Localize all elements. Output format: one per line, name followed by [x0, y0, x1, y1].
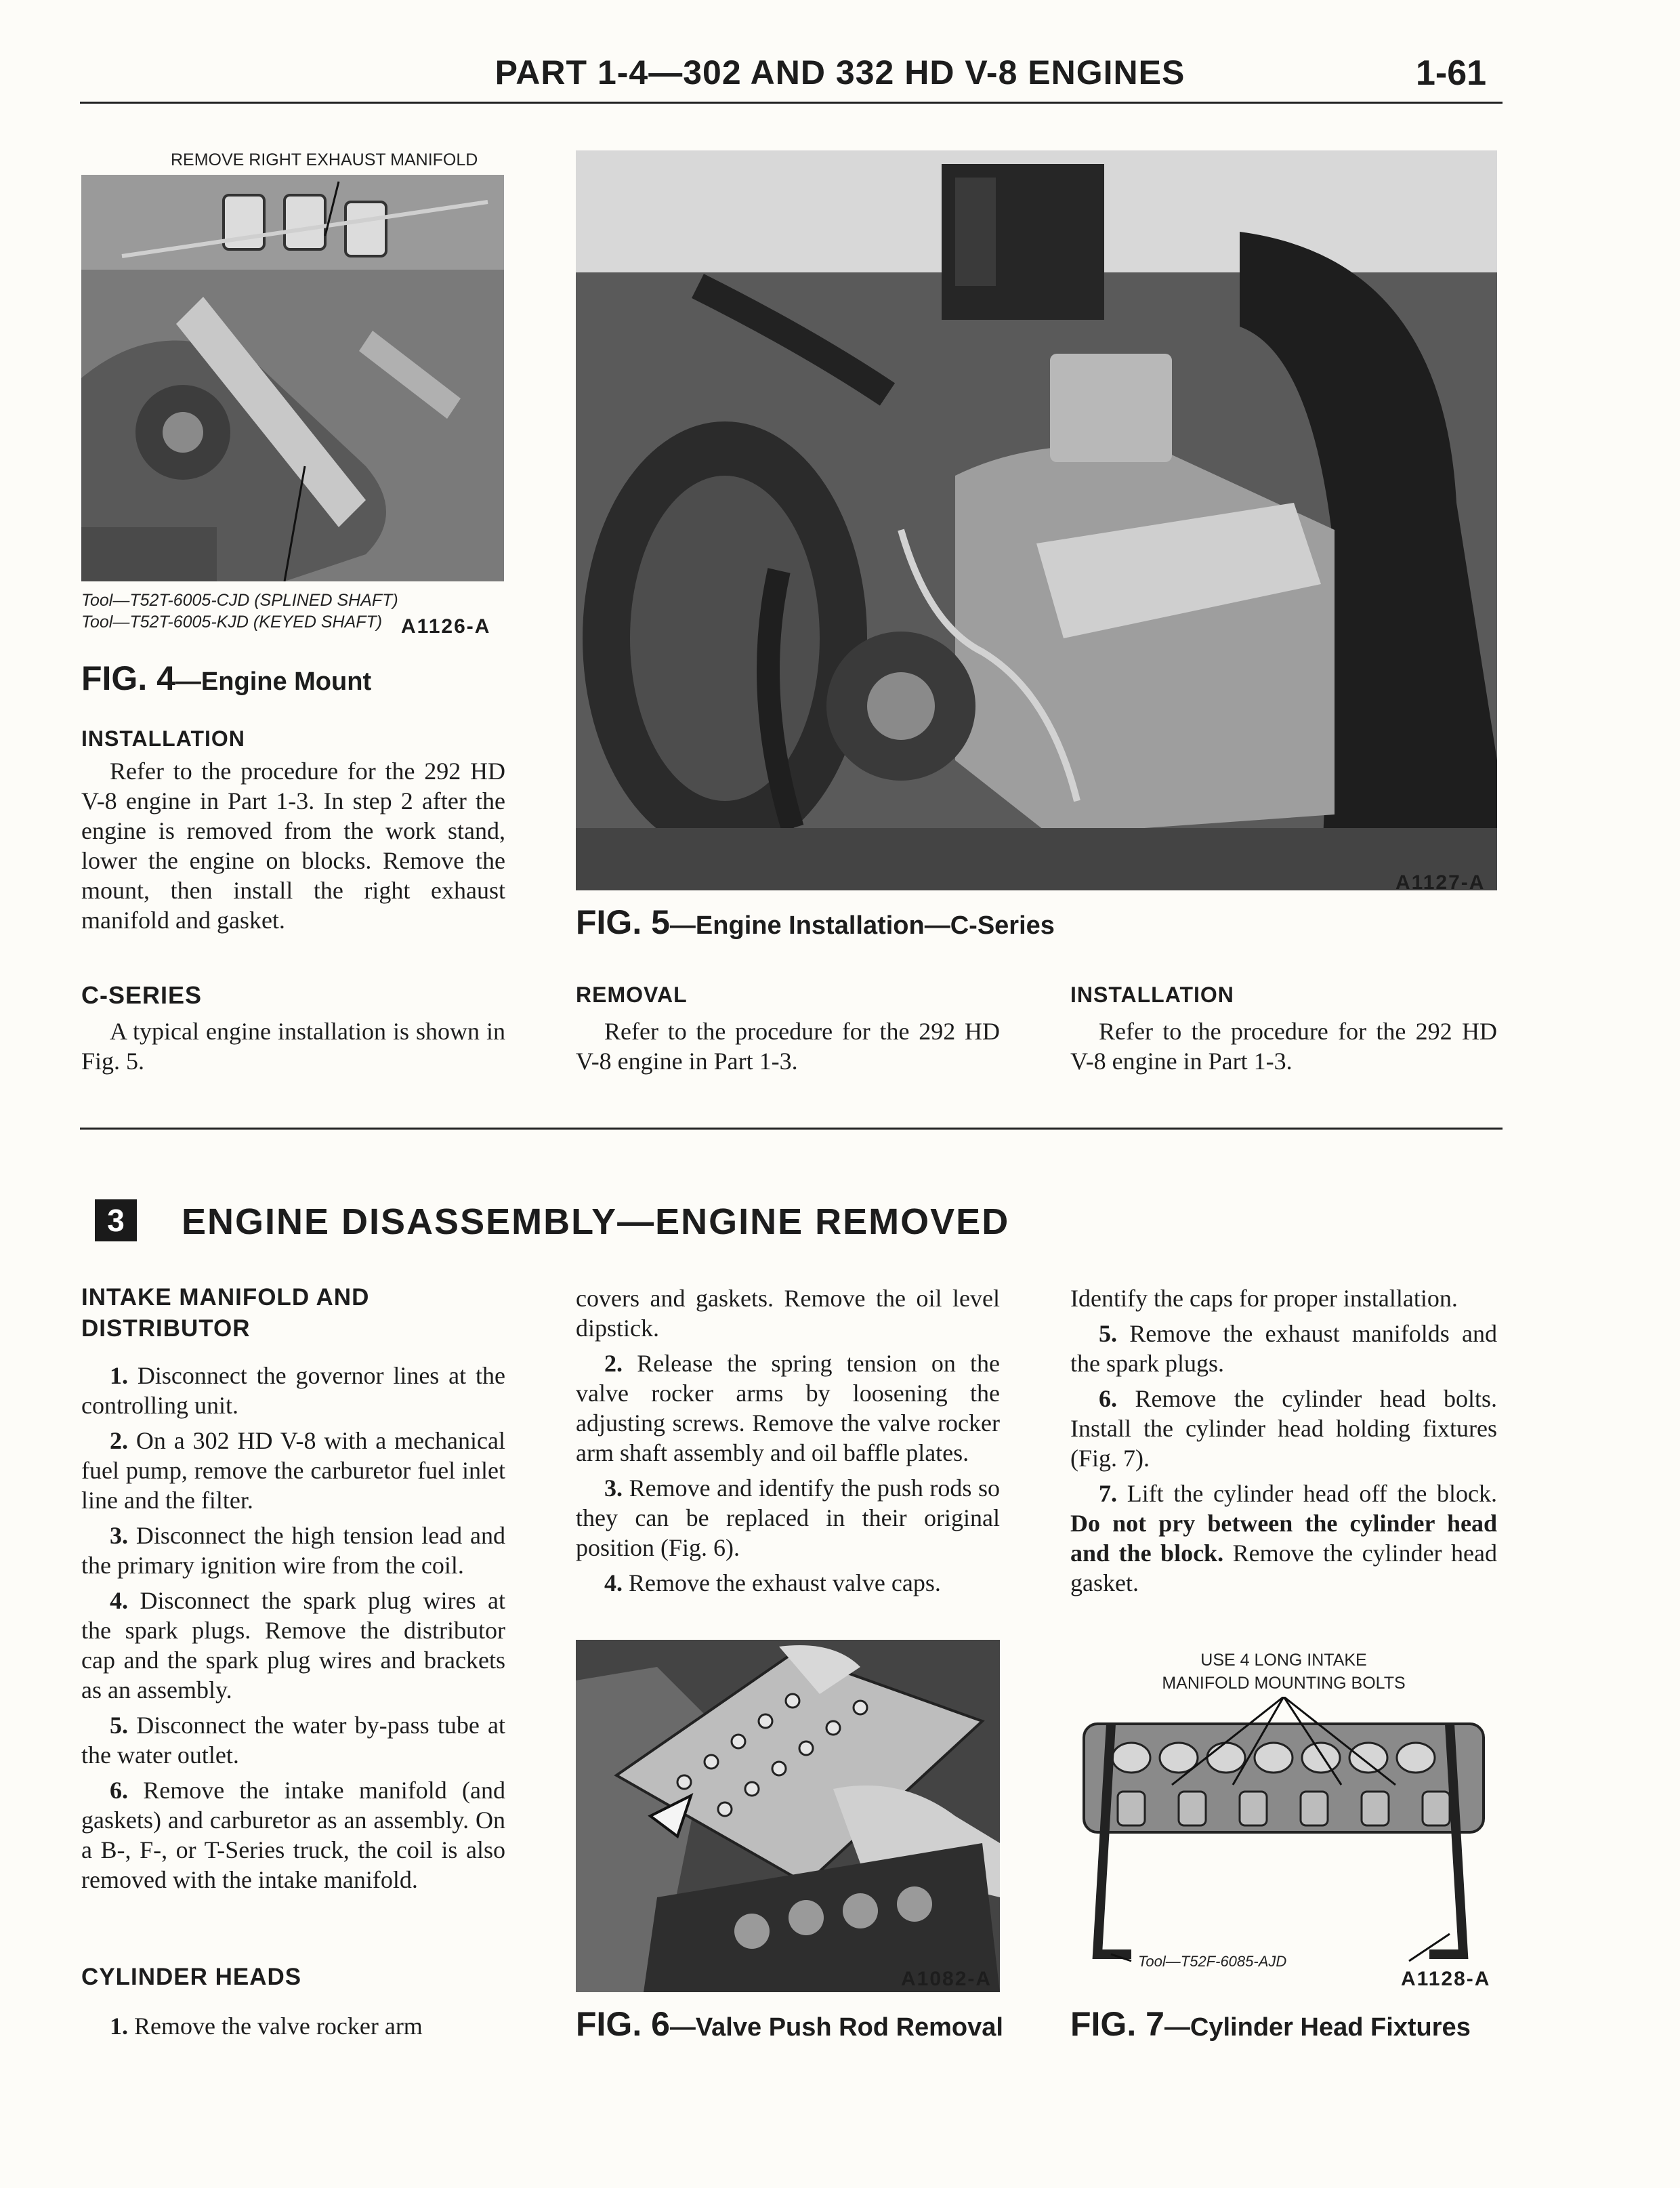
fig5-code: A1127-A — [1395, 871, 1486, 894]
installation-text-right — [1070, 1016, 1497, 1081]
col1-heads-step-1: 1. Remove the valve rocker arm — [110, 2012, 423, 2040]
fig7-label-2: MANIFOLD MOUNTING BOLTS — [1162, 1674, 1406, 1693]
fig4-caption-text: —Engine Mount — [175, 667, 372, 696]
col2-continuation: covers and gaskets. Remove the oil level dipstick. — [576, 1285, 1000, 1342]
col1-step-1: 1. Disconnect the governor lines at the controlling unit. — [81, 1362, 505, 1419]
section-rule — [80, 1128, 1503, 1130]
fig4-label: FIG. 4 — [81, 659, 175, 697]
installation-heading-right: INSTALLATION — [1070, 983, 1234, 1007]
col2-step-2: 2. Release the spring tension on the valve rocker arms by loosening the adjusting screws. Remove the valve rocker arm shaft assembly and oil baffle plates. — [576, 1350, 1001, 1466]
installation-paragraph-left: Refer to the procedure for the 292 HD V-8 engine in Part 1-3. In step 2 after the engine is removed from the work stand, lower the engine on blocks. Remove the mount, then install the right exhaust manifold and gasket. — [81, 758, 505, 934]
section-title: ENGINE DISASSEMBLY—ENGINE REMOVED — [182, 1201, 1010, 1242]
col3-step-7: 7. Lift the cylinder head off the block. Do not pry between the cylinder head and the block. Remove the cylinder head gasket. — [1070, 1480, 1498, 1596]
col1-step-6: 6. Remove the intake manifold (and gaskets) and carburetor as an assembly. On a B-, F-, or T-Series truck, the coil is also removed with the intake manifold. — [81, 1777, 505, 1893]
installation-text-left — [81, 756, 505, 941]
cylinder-head-fixtures-illustration — [1070, 1697, 1497, 1981]
engine-installation-photo — [576, 150, 1497, 890]
page-header-title: PART 1-4—302 AND 332 HD V-8 ENGINES — [495, 54, 1185, 91]
col1-step-3: 3. Disconnect the high tension lead and the primary ignition wire from the coil. — [81, 1522, 506, 1579]
cylinder-heads-text — [81, 2011, 505, 2046]
push-rod-removal-photo — [576, 1640, 1000, 1992]
fig7-label: FIG. 7 — [1070, 2005, 1164, 2043]
fig5-label: FIG. 5 — [576, 903, 670, 941]
c-series-paragraph: A typical engine installation is shown in Fig. 5. — [81, 1018, 505, 1075]
column-1-text — [81, 1361, 505, 1900]
removal-text — [576, 1016, 1000, 1081]
removal-paragraph: Refer to the procedure for the 292 HD V-8 engine in Part 1-3. — [576, 1018, 1000, 1075]
header-rule — [80, 102, 1503, 104]
fig5-caption — [576, 903, 1055, 942]
fig6-caption-text: —Valve Push Rod Removal — [669, 2013, 1003, 2042]
fig4-photo — [81, 175, 504, 581]
col2-step-4: 4. Remove the exhaust valve caps. — [604, 1569, 941, 1596]
fig4-caption — [81, 659, 371, 698]
fig7-caption-text: —Cylinder Head Fixtures — [1164, 2013, 1471, 2042]
col1-step-5: 5. Disconnect the water by-pass tube at the water outlet. — [81, 1712, 505, 1769]
fig5-caption-text: —Engine Installation—C-Series — [669, 911, 1055, 940]
fig4-label-top: REMOVE RIGHT EXHAUST MANIFOLD — [171, 150, 478, 169]
fig4-pointer-lines — [81, 175, 504, 581]
fig6-caption — [576, 2004, 1003, 2044]
fig7-photo — [1070, 1697, 1497, 1981]
col3-step-5: 5. Remove the exhaust manifolds and the spark plugs. — [1070, 1320, 1498, 1377]
fig7-label-1: USE 4 LONG INTAKE — [1200, 1651, 1367, 1670]
c-series-text — [81, 1016, 505, 1081]
column-3-text — [1070, 1283, 1497, 1603]
cylinder-heads-heading: CYLINDER HEADS — [81, 1964, 302, 1990]
installation-paragraph-right: Refer to the procedure for the 292 HD V-8 engine in Part 1-3. — [1070, 1018, 1497, 1075]
c-series-heading: C-SERIES — [81, 981, 203, 1009]
col2-step-3: 3. Remove and identify the push rods so they can be replaced in their original position (Fig. 6). — [576, 1474, 1001, 1561]
col3-continuation: Identify the caps for proper installation. — [1070, 1285, 1458, 1312]
fig7-caption — [1070, 2004, 1471, 2044]
fig4-tool1: Tool—T52T-6005-CJD (SPLINED SHAFT) — [81, 591, 398, 610]
column-2-text — [576, 1283, 1000, 1603]
fig6-label: FIG. 6 — [576, 2005, 670, 2043]
fig7-tool: Tool—T52F-6085-AJD — [1138, 1953, 1287, 1970]
removal-heading: REMOVAL — [576, 983, 688, 1007]
section-number-badge: 3 — [95, 1199, 137, 1241]
installation-heading-left: INSTALLATION — [81, 726, 245, 751]
fig4-tool2: Tool—T52T-6005-KJD (KEYED SHAFT) — [81, 613, 383, 632]
fig4-code: A1126-A — [401, 615, 491, 638]
col1-step-4: 4. Disconnect the spark plug wires at the spark plugs. Remove the distributor cap and the spark plug wires and brackets as an assembly. — [81, 1587, 505, 1704]
fig5-photo — [576, 150, 1497, 890]
fig6-photo — [576, 1640, 1000, 1992]
intake-manifold-heading: INTAKE MANIFOLD AND DISTRIBUTOR — [81, 1284, 370, 1342]
fig6-code: A1082-A — [901, 1968, 992, 1990]
col1-step-2: 2. On a 302 HD V-8 with a mechanical fuel pump, remove the carburetor fuel inlet line and the filter. — [81, 1427, 505, 1514]
fig7-code: A1128-A — [1401, 1968, 1491, 1990]
col3-step-6: 6. Remove the cylinder head bolts. Install the cylinder head holding fixtures (Fig. 7). — [1070, 1385, 1498, 1472]
page-number: 1-61 — [1416, 54, 1487, 93]
